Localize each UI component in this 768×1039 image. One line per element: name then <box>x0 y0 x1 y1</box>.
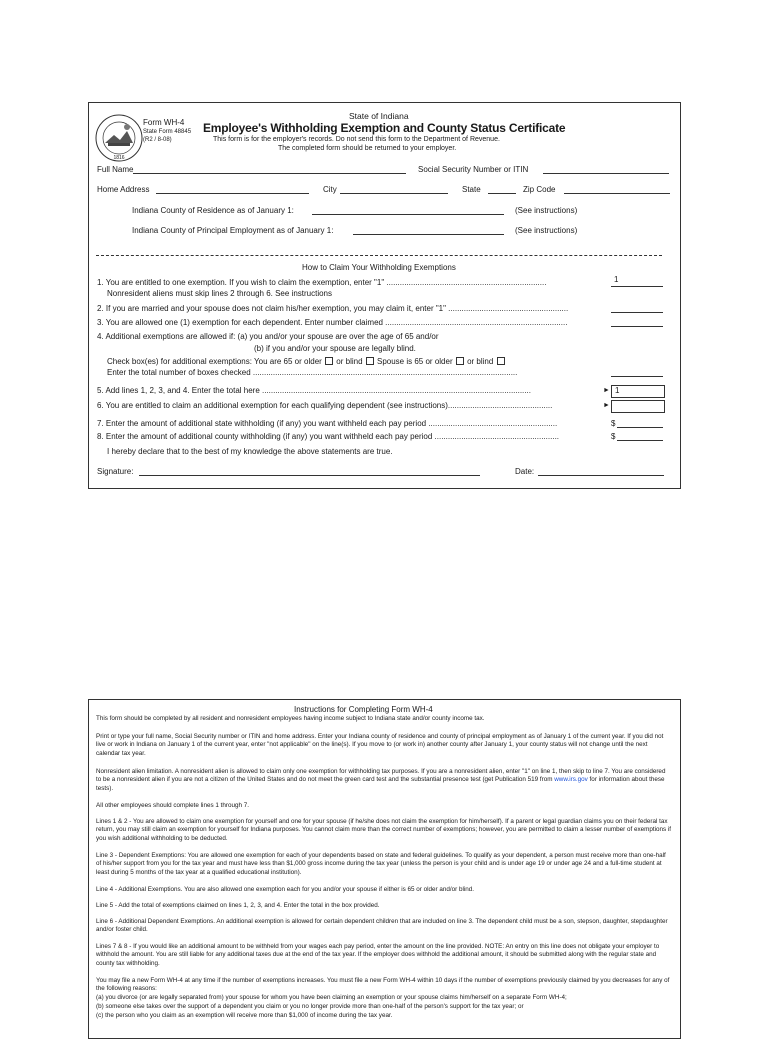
you-blind-label: or blind <box>336 357 363 366</box>
total-boxes-field[interactable] <box>611 376 663 377</box>
check-intro: Check box(es) for additional exemptions: <box>107 357 252 366</box>
line-6-text: 6. You are entitled to claim an additional exemption for each qualifying dependent (see instructions)............................................... <box>97 401 553 410</box>
declaration-text: I hereby declare that to the best of my knowledge the above statements are true. <box>107 447 393 456</box>
see-instructions-2: (See instructions) <box>515 226 578 235</box>
home-address-field[interactable] <box>156 193 309 194</box>
instructions-item-a: (a) you divorce (or are legally separated from) your spouse for whom you have been claiming an exemption or your spouse claims him/herself on a separate Form WH-4; <box>96 994 567 1001</box>
instructions-para-6: Line 3 - Dependent Exemptions: You are allowed one exemption for each of your dependents based on state and federal guidelines. To qualify as your dependent, a person must receive more than one-half of his/her support from you for the tax year and must have less than $1,000 gross income during the tax year (unless the person is your child and is under age 19 or under age 24 and a full-time student at least during 5 months of the tax year at a qualified educational institution). <box>96 852 666 876</box>
how-to-heading: How to Claim Your Withholding Exemptions <box>302 263 456 272</box>
para-3-text-a: Nonresident alien limitation. A nonresident alien is allowed to claim only one exemption for withholding tax purposes. If you are a nonresident alien, enter "1" on line 1, then skip to line 7. You are considered to be a nonresident alien if you are not a citizen of the United States and do not meet the green card test and the substantial presence test (get Publication 519 from <box>96 768 666 784</box>
you-65-checkbox[interactable] <box>325 357 333 365</box>
line-3-field[interactable] <box>611 326 663 327</box>
total-boxes-text: Enter the total number of boxes checked ....................................................................................................................... <box>107 368 518 377</box>
state-field[interactable] <box>488 193 516 194</box>
instructions-item-b: (b) someone else takes over the support of a dependent you claim or you no longer provide more than one-half of the person's support for the tax year; or <box>96 1003 524 1010</box>
instructions-para-1: This form should be completed by all resident and nonresident employees having income subject to Indiana state and/or county income tax. <box>96 715 485 722</box>
zip-field[interactable] <box>564 193 670 194</box>
full-name-field[interactable] <box>133 173 406 174</box>
instructions-para-7: Line 4 - Additional Exemptions. You are also allowed one exemption each for you and/or your spouse if either is 65 or older and/or blind. <box>96 886 475 893</box>
ssn-label: Social Security Number or ITIN <box>418 165 529 174</box>
state-name: State of Indiana <box>349 111 409 121</box>
line-8-dollar: $ <box>611 432 616 441</box>
line-5-text: 5. Add lines 1, 2, 3, and 4. Enter the total here ......................................................................................................................... <box>97 386 531 395</box>
line-1-text: 1. You are entitled to one exemption. If you wish to claim the exemption, enter "1" ........................................................................ <box>97 278 547 287</box>
instructions-para-5: Lines 1 & 2 - You are allowed to claim one exemption for yourself and one for your spouse (if he/she does not claim the exemption for him/herself). If a parent or legal guardian claims you on their federal tax return, you may still claim an exemption for yourself for Indiana purposes. You cannot claim more than the correct number of exemptions; however, you are permitted to claim a lesser number of exemptions if you wish additional withholding to be deducted. <box>96 818 672 842</box>
line-6-arrow: ► <box>603 402 610 409</box>
spouse-blind-label: or blind <box>467 357 494 366</box>
signature-field[interactable] <box>139 475 480 476</box>
ssn-field[interactable] <box>543 173 669 174</box>
state-label: State <box>462 185 481 194</box>
line-1-field[interactable] <box>611 286 663 287</box>
home-address-label: Home Address <box>97 185 150 194</box>
instructions-para-3 <box>96 768 672 793</box>
county-employment-label: Indiana County of Principal Employment as of January 1: <box>132 226 334 235</box>
full-name-label: Full Name <box>97 165 134 174</box>
you-65-label: You are 65 or older <box>254 357 322 366</box>
line-5-arrow: ► <box>603 387 610 394</box>
line-1b-text: Nonresident aliens must skip lines 2 through 6. See instructions <box>107 289 333 298</box>
para-3-text-b: for information about these tests). <box>96 776 665 792</box>
zip-label: Zip Code <box>523 185 556 194</box>
spouse-65-label: Spouse is 65 or older <box>377 357 453 366</box>
instructions-para-8: Line 5 - Add the total of exemptions claimed on lines 1, 2, 3, and 4. Enter the total in the box provided. <box>96 902 380 909</box>
line-4-text: 4. Additional exemptions are allowed if: (a) you and/or your spouse are over the age of 65 and/or <box>97 332 439 341</box>
check-boxes-row <box>107 357 506 367</box>
instructions-para-9: Line 6 - Additional Dependent Exemptions. An additional exemption is allowed for certain dependent children that are included on line 3. The dependent child must be a son, stepson, daughter, stepdaughter and/or foster child. <box>96 918 668 934</box>
section-divider <box>96 255 662 256</box>
instructions-title: Instructions for Completing Form WH-4 <box>294 705 433 714</box>
line-6-box[interactable] <box>611 400 665 413</box>
county-residence-field[interactable] <box>312 214 504 215</box>
you-blind-checkbox[interactable] <box>366 357 374 365</box>
form-subtitle-2: The completed form should be returned to your employer. <box>278 145 457 152</box>
form-revision: (R2 / 8-08) <box>143 137 172 143</box>
city-field[interactable] <box>340 193 448 194</box>
state-form-number: State Form 48845 <box>143 129 192 135</box>
city-label: City <box>323 185 337 194</box>
line-2-field[interactable] <box>611 312 663 313</box>
instructions-para-2: Print or type your full name, Social Security number or ITIN and home address. Enter your Indiana county of residence and county of principal employment as of January 1 of the current year. If you did not live or work in Indiana on January 1 of the current year, enter "not applicable" on the line(s). If you move to (or work in) another county after January 1, your county status will not change until the next calendar tax year. <box>96 733 664 757</box>
line-1-value: 1 <box>614 275 619 284</box>
see-instructions-1: (See instructions) <box>515 206 578 215</box>
line-8-text: 8. Enter the amount of additional county withholding (if any) you want withheld each pay period ........................................................ <box>97 432 560 441</box>
line-7-dollar: $ <box>611 419 616 428</box>
line-8-field[interactable] <box>617 440 663 441</box>
instructions-item-c: (c) the person who you claim as an exemption will receive more than $1,000 of income during the tax year. <box>96 1012 393 1019</box>
line-5-value: 1 <box>615 386 620 395</box>
instructions-para-11: You may file a new Form WH-4 at any time if the number of exemptions increases. You must file a new Form WH-4 within 10 days if the number of exemptions previously claimed by you decreases for any of the following reasons: <box>96 977 670 993</box>
spouse-blind-checkbox[interactable] <box>497 357 505 365</box>
signature-label: Signature: <box>97 467 134 476</box>
date-field[interactable] <box>538 475 664 476</box>
irs-link[interactable]: www.irs.gov <box>554 776 588 784</box>
instructions-para-4: All other employees should complete lines 1 through 7. <box>96 802 249 809</box>
instructions-para-10: Lines 7 & 8 - If you would like an additional amount to be withheld from your wages each pay period, enter the amount on the line provided. NOTE: An entry on this line does not obligate your employer to withhold the amount. You are still liable for any additional taxes due at the end of the tax year. If the employer does withhold the additional amount, it should be submitted along with the regular state and county tax withholding. <box>96 943 660 967</box>
form-name: Form WH-4 <box>143 118 185 127</box>
line-4b-text: (b) if you and/or your spouse are legally blind. <box>254 344 416 353</box>
line-2-text: 2. If you are married and your spouse does not claim his/her exemption, you may claim it, enter "1" ...................................................... <box>97 304 569 313</box>
spouse-65-checkbox[interactable] <box>456 357 464 365</box>
seal-year: 1816 <box>113 155 125 161</box>
line-5-box[interactable] <box>611 385 665 398</box>
county-employment-field[interactable] <box>353 234 504 235</box>
line-3-text: 3. You are allowed one (1) exemption for each dependent. Enter number claimed .................................................................................. <box>97 318 568 327</box>
form-title: Employee's Withholding Exemption and County Status Certificate <box>203 121 566 135</box>
line-7-text: 7. Enter the amount of additional state withholding (if any) you want withheld each pay period .......................................................... <box>97 419 558 428</box>
county-residence-label: Indiana County of Residence as of January 1: <box>132 206 294 215</box>
state-seal-icon <box>94 113 144 163</box>
line-7-field[interactable] <box>617 427 663 428</box>
form-subtitle-1: This form is for the employer's records. Do not send this form to the Department of Revenue. <box>213 136 500 143</box>
date-label: Date: <box>515 467 535 476</box>
